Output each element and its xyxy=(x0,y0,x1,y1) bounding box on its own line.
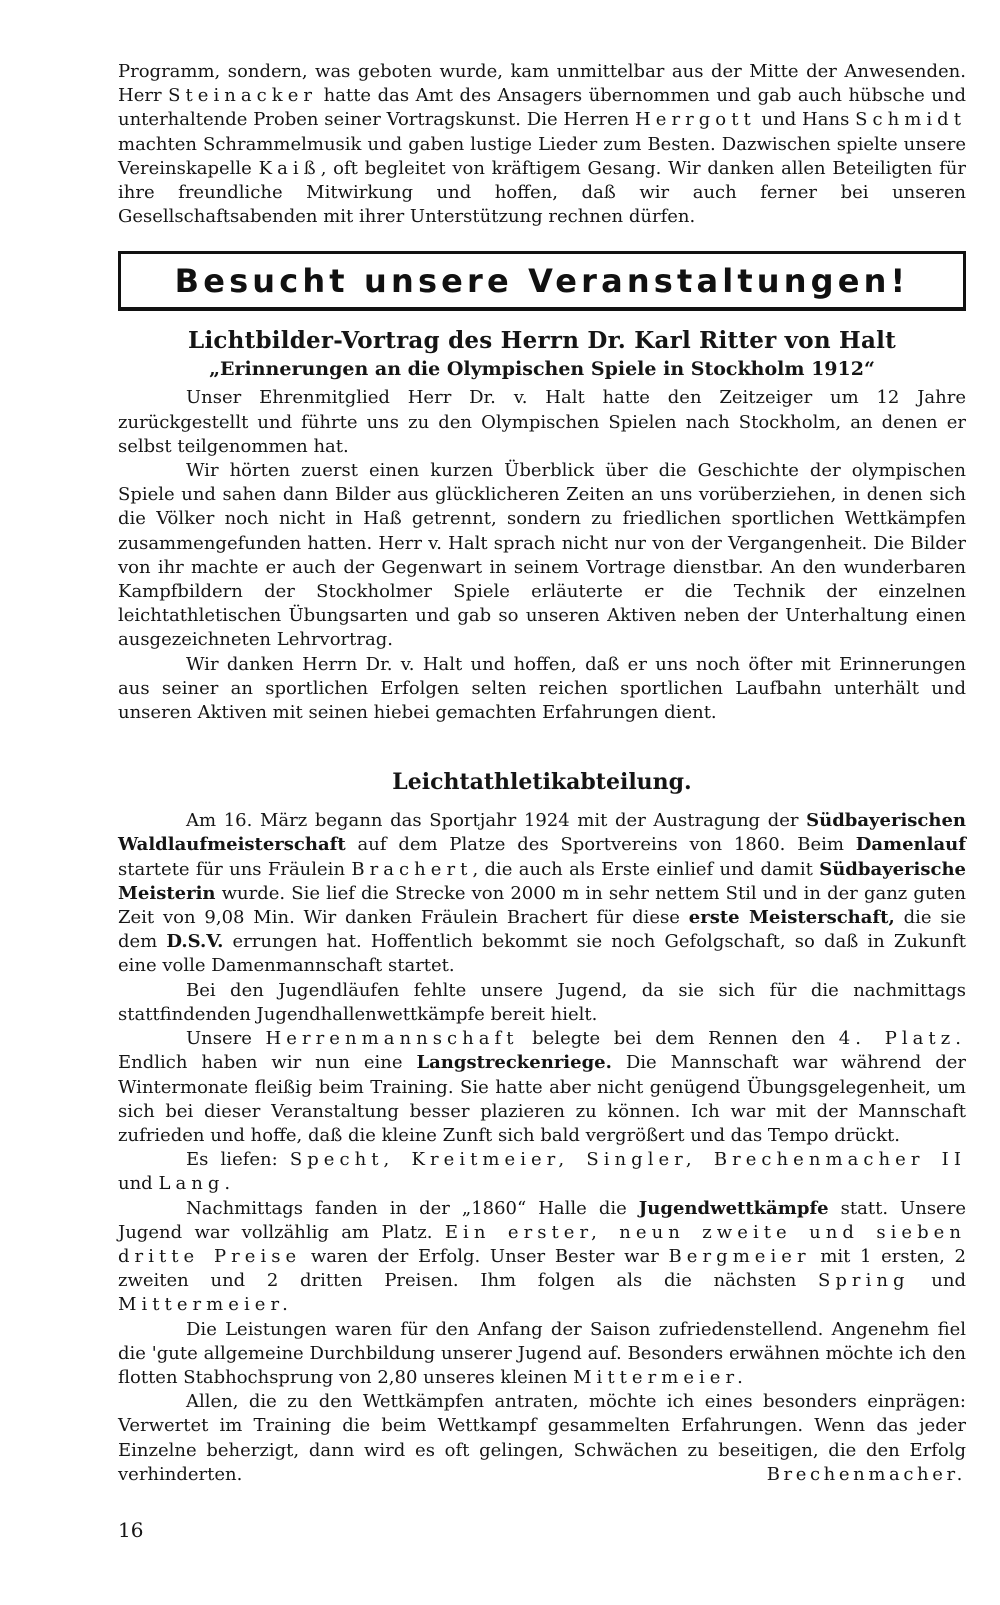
athletics-paragraph-6: Die Leistungen waren für den Anfang der Saison zufriedenstellend. Angenehm fiel die 'gute allgemeine Durchbildung unserer Jugend auf. Besonders erwähnen möchte ich den flotten Stabhochsprung von 2,80 unseres kleinen Mittermeier. xyxy=(118,1318,966,1388)
athletics-title: Leichtathletikabteilung. xyxy=(392,769,692,796)
name-schmidt: Schmidt xyxy=(855,109,966,131)
signature: Brechenmacher. xyxy=(766,1463,966,1485)
athletics-paragraph-2: Bei den Jugendläufen fehlte unsere Jugend, da sie sich für die nachmittags stattfindenden Jugendhallenwettkämpfe bereit hielt. xyxy=(118,979,966,1025)
athletics-paragraph-3: Unsere Herrenmannschaft belegte bei dem Rennen den 4. Platz. Endlich haben wir nun eine Langstreckenriege. Die Mannschaft war während der Wintermonate fleißig beim Training. Sie hatte aber nicht genügend Übungsgelegenheit, um sich bei dieser Veranstaltung besser plazieren zu können. Ich war mit der Mannschaft zufrieden und hoffe, daß die kleine Zunft sich bald vergrößert und das Tempo drückt. xyxy=(118,1028,966,1146)
page-content xyxy=(118,60,966,1487)
lecture-title: Lichtbilder-Vortrag des Herrn Dr. Karl Ritter von Halt xyxy=(188,327,896,355)
athletics-paragraph-4: Es liefen: Specht, Kreitmeier, Singler, Brechenmacher II und Lang. xyxy=(118,1149,966,1195)
lecture-paragraph-2: Wir hörten zuerst einen kurzen Überblick über die Geschichte der olympischen Spiele und sahen dann Bilder aus glücklicheren Zeiten an uns vorüberziehen, in denen sich die Völker noch nicht in Haß getrennt, sondern zu friedlichen sportlichen Wettkämpfen zusammengefunden hatten. Herr v. Halt sprach nicht nur von der Vergangenheit. Die Bilder von ihr machte er auch der Gegenwart in seinem Vortrage dienstbar. An den wunderbaren Kampfbildern der Stockholmer Spiele erläuterte er die Technik der einzelnen leichtathletischen Übungsarten und gab so unseren Aktiven neben der Unterhaltung einen ausgezeichneten Lehrvortrag. xyxy=(118,460,966,651)
name-kaiss: Kaiß xyxy=(258,157,321,179)
athletics-paragraph-1: Am 16. März begann das Sportjahr 1924 mit der Austragung der Südbayerischen Waldlaufmeisterschaft auf dem Platze des Sportvereins von 1860. Beim Damenlauf startete für uns Fräulein Brachert, die auch als Erste einlief und damit Südbayerische Meisterin wurde. Sie lief die Strecke von 2000 m in sehr nettem Stil und in der ganz guten Zeit von 9,08 Min. Wir danken Fräulein Brachert für diese erste Meisterschaft, die sie dem D.S.V. errungen hat. Hoffentlich bekommt sie noch Gefolgschaft, so daß in Zukunft eine volle Damenmannschaft startet. xyxy=(118,810,967,977)
name-herrgott: Herrgott xyxy=(635,109,756,131)
lecture-paragraph-3: Wir danken Herrn Dr. v. Halt und hoffen, daß er uns noch öfter mit Erinnerungen aus seiner an sportlichen Erfolgen selten reichen sportlichen Laufbahn unterhält und unseren Aktiven mit seinen hiebei gemachten Erfahrungen dient. xyxy=(118,653,966,724)
athletics-paragraph-5: Nachmittags fanden in der „1860“ Halle die Jugendwettkämpfe statt. Unsere Jugend war vollzählig am Platz. Ein erster, neun zweite und sieben dritte Preise waren der Erfolg. Unser Bester war Bergmeier mit 1 ersten, 2 zweiten und 2 dritten Preisen. Ihm folgen als die nächsten Spring und Mittermeier. xyxy=(118,1197,966,1316)
page-number: 16 xyxy=(118,1518,144,1542)
banner-text: Besucht unsere Veranstaltungen! xyxy=(118,251,966,311)
lecture-paragraph-1: Unser Ehrenmitglied Herr Dr. v. Halt hatte den Zeitzeiger um 12 Jahre zurückgestellt und führte uns zu den Olympischen Spielen nach Stockholm, an denen er selbst teilgenommen hat. xyxy=(118,387,966,457)
athletics-paragraph-7: Allen, die zu den Wettkämpfen antraten, möchte ich eines besonders einprägen: Verwertet im Training die beim Wettkampf gesammelten Erfahrungen. Wenn das jeder Einzelne beherzigt, dann wird es oft gelingen, Schwächen zu beseitigen, die den Erfolg verhinderten. Brechenmacher. xyxy=(118,1390,966,1487)
lecture-subtitle: „Erinnerungen an die Olympischen Spiele in Stockholm 1912“ xyxy=(209,358,875,381)
name-steinacker: Steinacker xyxy=(168,85,318,107)
intro-paragraph: Programm, sondern, was geboten wurde, kam unmittelbar aus der Mitte der Anwesenden. Herr Steinacker hatte das Amt des Ansagers übernommen und gab auch hübsche und unterhaltende Proben seiner Vortragskunst. Die Herren Herrgott und Hans Schmidt machten Schrammelmusik und gaben lustige Lieder zum Besten. Dazwischen spielte unsere Vereinskapelle Kaiß, oft begleitet von kräftigem Gesang. Wir danken allen Beteiligten für ihre freundliche Mitwirkung und hoffen, daß wir auch ferner bei unseren Gesellschaftsabenden mit ihrer Unterstützung rechnen dürfen. xyxy=(118,61,966,228)
banner xyxy=(118,251,966,311)
